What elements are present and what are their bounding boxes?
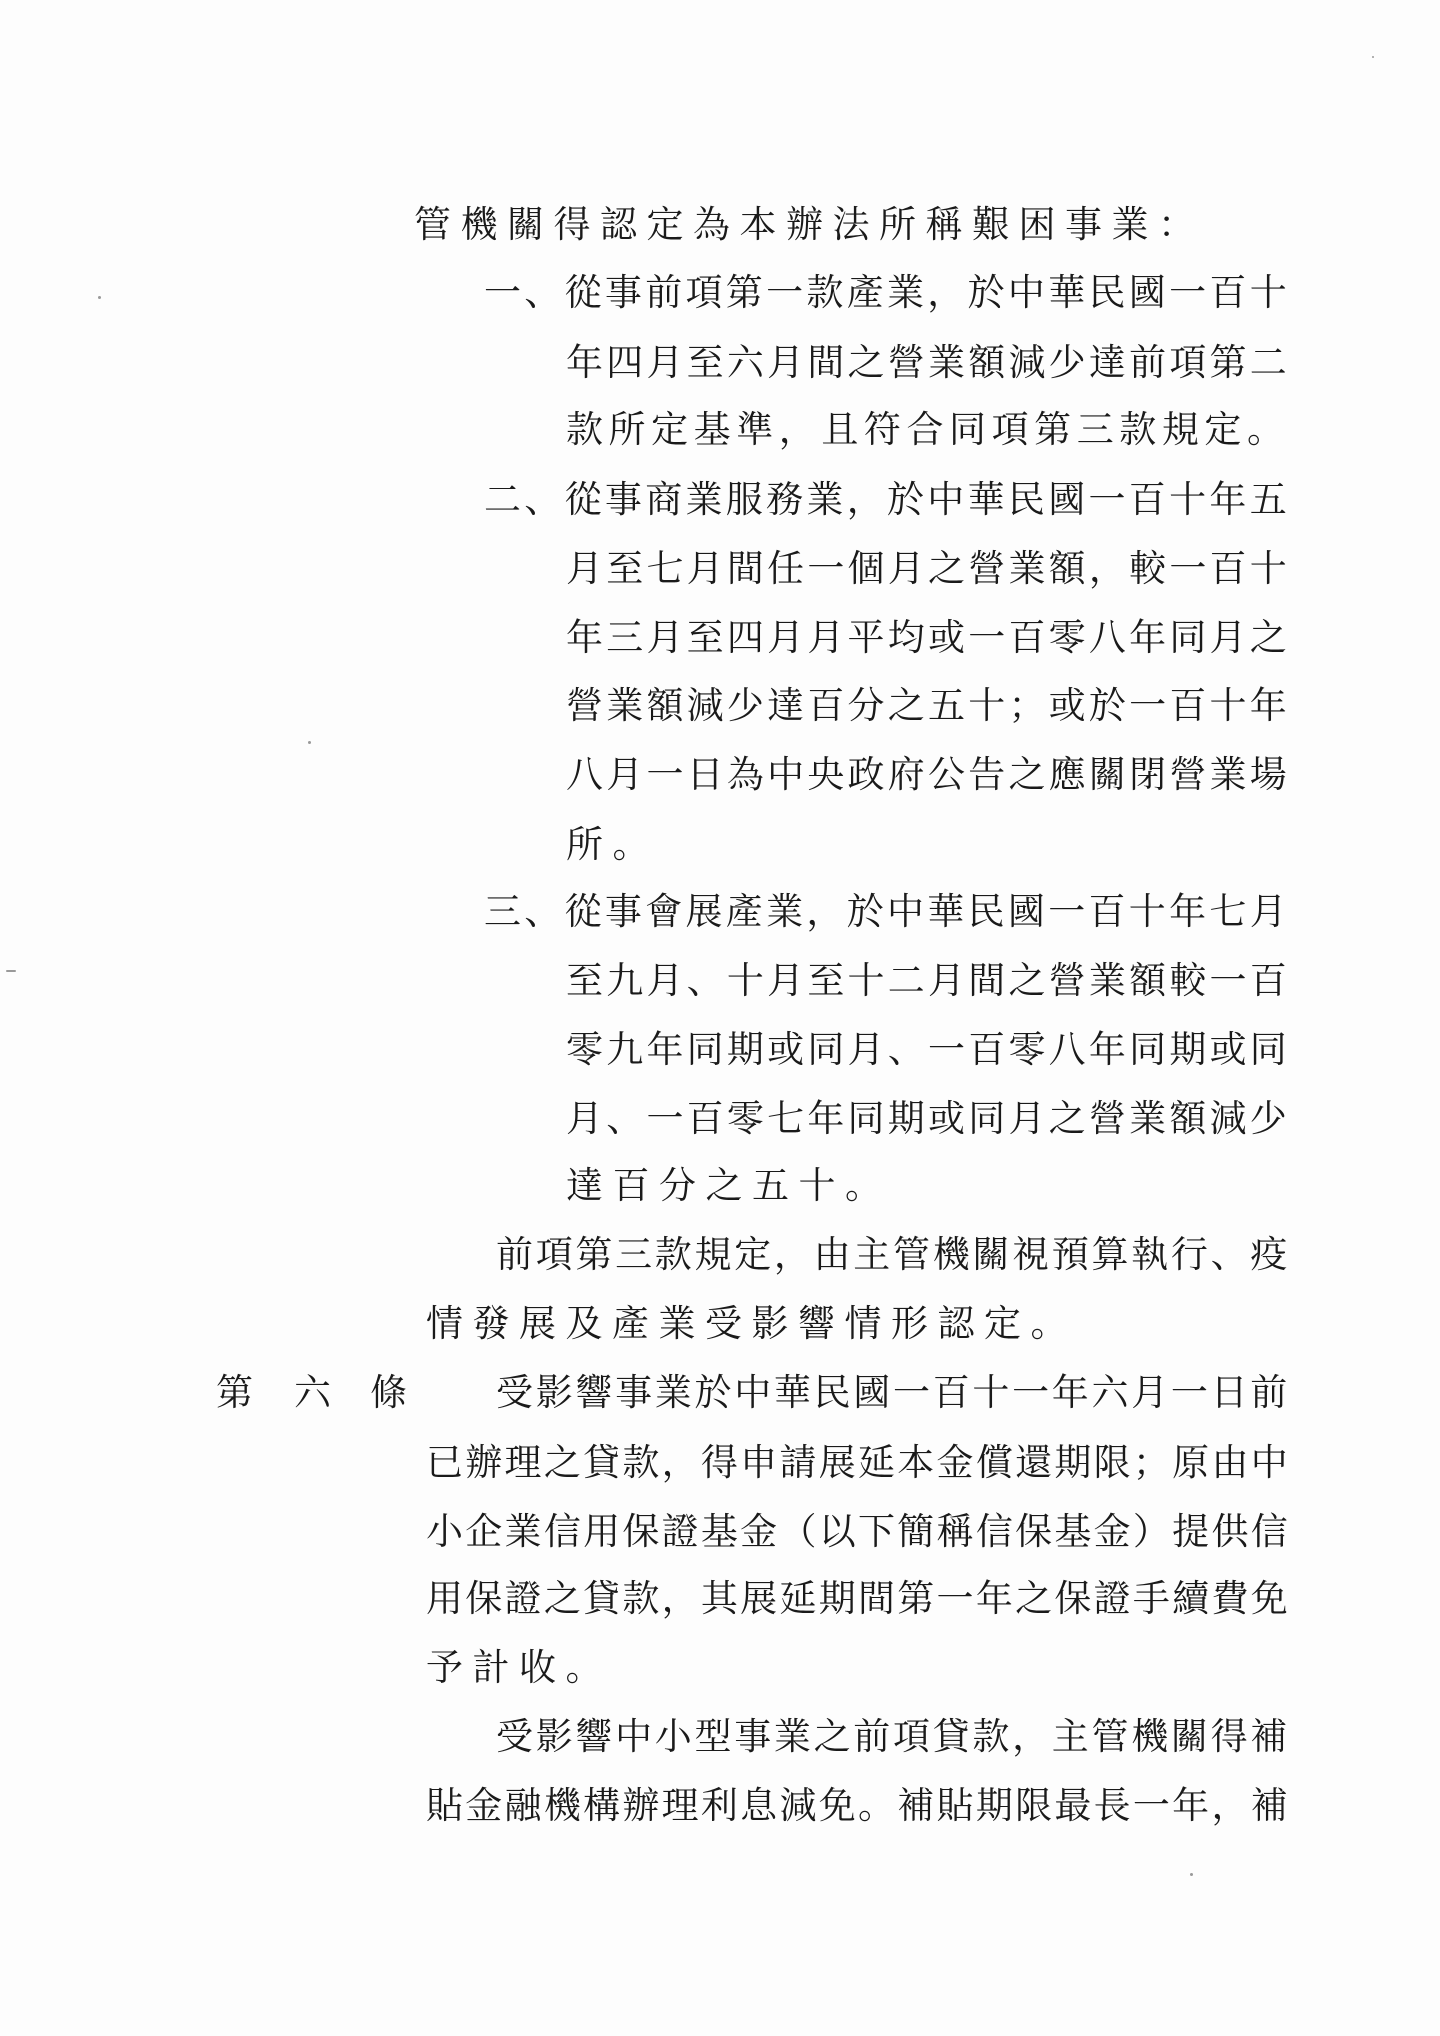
article-label-char: 六 [294,1371,331,1414]
article-six-line: 小企業信用保證基金（以下簡稱信保基金）提供信 [426,1510,1290,1553]
item-three-line: 至九月、十月至十二月間之營業額較一百 [566,959,1290,1002]
item-two-line: 二、從事商業服務業，於中華民國一百十年五 [484,478,1290,521]
article-six-line: 已辦理之貸款，得申請展延本金償還期限；原由中 [426,1441,1290,1484]
item-one-line: 一、從事前項第一款產業，於中華民國一百十 [484,271,1290,314]
item-three-line: 達百分之五十。 [566,1164,892,1207]
item-two-line: 八月一日為中央政府公告之應關閉營業場 [566,753,1290,796]
scan-speck [1372,56,1374,58]
item-two-line: 年三月至四月月平均或一百零八年同月之 [566,616,1290,659]
paragraph-line: 情發展及產業受影響情形認定。 [426,1302,1077,1345]
scan-speck [98,296,101,299]
scan-speck [308,741,311,744]
scan-speck [1190,1873,1193,1876]
item-two-line: 月至七月間任一個月之營業額，較一百十 [566,547,1290,590]
article-label-char: 條 [370,1371,407,1414]
article-six-label [216,1371,416,1414]
item-three-line: 零九年同期或同月、一百零八年同期或同 [566,1028,1290,1071]
scan-speck [6,970,16,972]
article-six-line: 受影響中小型事業之前項貸款，主管機關得補 [496,1715,1290,1758]
article-label-char: 第 [216,1371,253,1414]
text-line: 管機關得認定為本辦法所稱艱困事業： [414,203,1205,246]
article-six-line: 用保證之貸款，其展延期間第一年之保證手續費免 [426,1577,1290,1620]
item-two-line: 營業額減少達百分之五十；或於一百十年 [566,684,1290,727]
item-one-line: 款所定基準，且符合同項第三款規定。 [566,408,1290,451]
article-six-line: 貼金融機構辦理利息減免。補貼期限最長一年，補 [426,1784,1290,1827]
paragraph-line: 前項第三款規定，由主管機關視預算執行、疫 [496,1233,1290,1276]
article-six-line: 受影響事業於中華民國一百十一年六月一日前 [496,1371,1290,1414]
item-two-line: 所。 [566,823,659,866]
article-six-line: 予計收。 [426,1646,612,1689]
item-one-line: 年四月至六月間之營業額減少達前項第二 [566,341,1290,384]
item-three-line: 三、從事會展產業，於中華民國一百十年七月 [484,890,1290,933]
item-three-line: 月、一百零七年同期或同月之營業額減少 [566,1097,1290,1140]
